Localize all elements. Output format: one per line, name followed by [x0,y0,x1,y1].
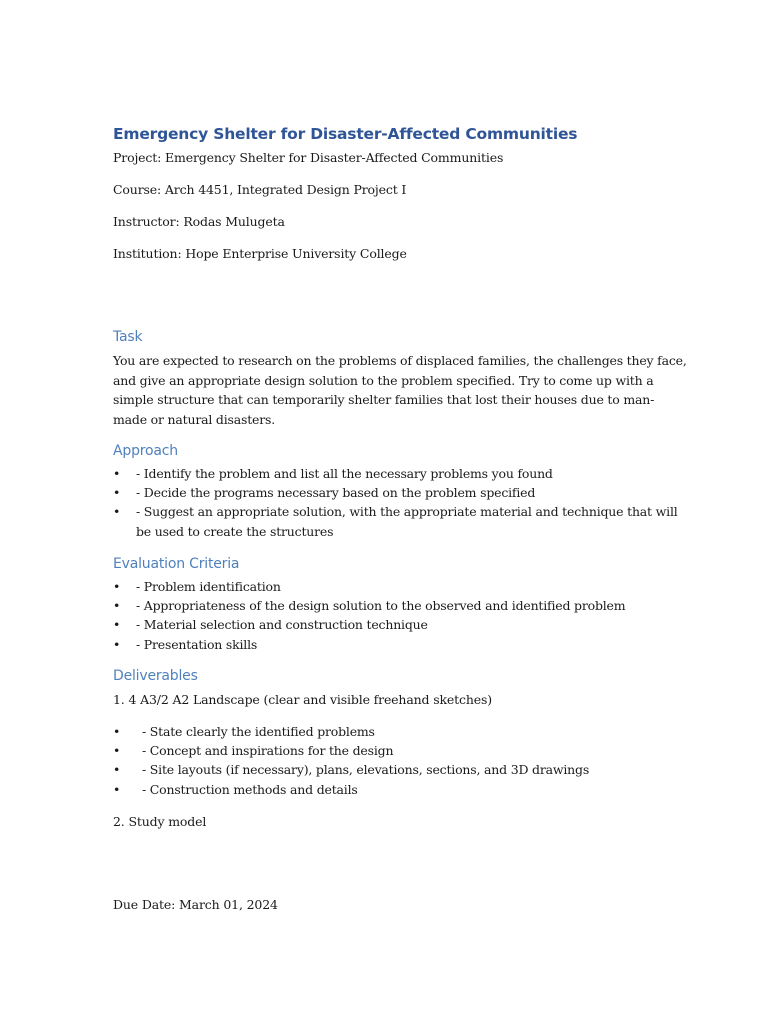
list-item-text: - Problem identification [136,579,281,594]
project-line: Project: Emergency Shelter for Disaster-Affected Communities [113,150,504,165]
list-item-text: - Presentation skills [136,636,258,652]
list-item-text: - Identify the problem and list all the necessary problems you found [136,466,553,481]
deliverables-heading: Deliverables [113,668,198,684]
list-item [113,483,658,502]
list-item-text: - State clearly the identified problems [142,724,375,739]
evaluation-list [113,577,658,654]
list-item-text: - Decide the programs necessary based on the problem specified [136,485,536,501]
bullet-icon: • [113,504,121,520]
list-item [113,741,658,760]
bullet-icon: • [113,636,121,652]
task-line: You are expected to research on the problems of displaced families, the challenges they face, [113,353,687,368]
document-title: Emergency Shelter for Disaster-Affected Communities [113,125,578,143]
list-item-text: - Construction methods and details [142,781,358,797]
deliverables-list [113,722,658,799]
list-item [113,502,678,540]
due-date: Due Date: March 01, 2024 [113,897,278,912]
list-item-text: be used to create the structures [136,523,334,539]
deliverable-item-1: 1. 4 A3/2 A2 Landscape (clear and visible freehand sketches) [113,692,493,707]
bullet-icon: • [113,781,121,797]
instructor-line: Instructor: Rodas Mulugeta [113,214,285,229]
list-item-text: - Site layouts (if necessary), plans, elevations, sections, and 3D drawings [142,762,590,778]
approach-heading: Approach [113,443,178,459]
institution-line: Institution: Hope Enterprise University College [113,246,407,261]
bullet-icon: • [113,598,121,614]
approach-list [113,464,678,541]
task-heading: Task [113,329,143,345]
bullet-icon: • [113,724,121,739]
deliverable-item-2: 2. Study model [113,814,207,829]
list-item [113,615,658,634]
bullet-icon: • [113,617,121,633]
list-item [113,577,658,596]
list-item [113,780,658,799]
list-item-text: - Material selection and construction technique [136,617,428,633]
list-item-text: - Appropriateness of the design solution to the observed and identified problem [136,598,626,614]
bullet-icon: • [113,762,121,778]
list-item-text: - Concept and inspirations for the design [142,743,394,759]
list-item [113,635,658,654]
course-line: Course: Arch 4451, Integrated Design Project I [113,182,407,197]
list-item [113,760,658,779]
bullet-icon: • [113,485,121,501]
list-item [113,596,658,615]
bullet-icon: • [113,466,121,481]
task-line: simple structure that can temporarily shelter families that lost their houses due to man- [113,392,655,407]
evaluation-heading: Evaluation Criteria [113,556,240,572]
list-item-text: - Suggest an appropriate solution, with the appropriate material and technique that will [136,504,678,520]
bullet-icon: • [113,743,121,759]
list-item [113,464,658,483]
task-line: made or natural disasters. [113,411,275,427]
bullet-icon: • [113,579,121,594]
task-line: and give an appropriate design solution to the problem specified. Try to come up with a [113,372,654,388]
list-item [113,722,658,741]
task-paragraph [113,351,687,429]
